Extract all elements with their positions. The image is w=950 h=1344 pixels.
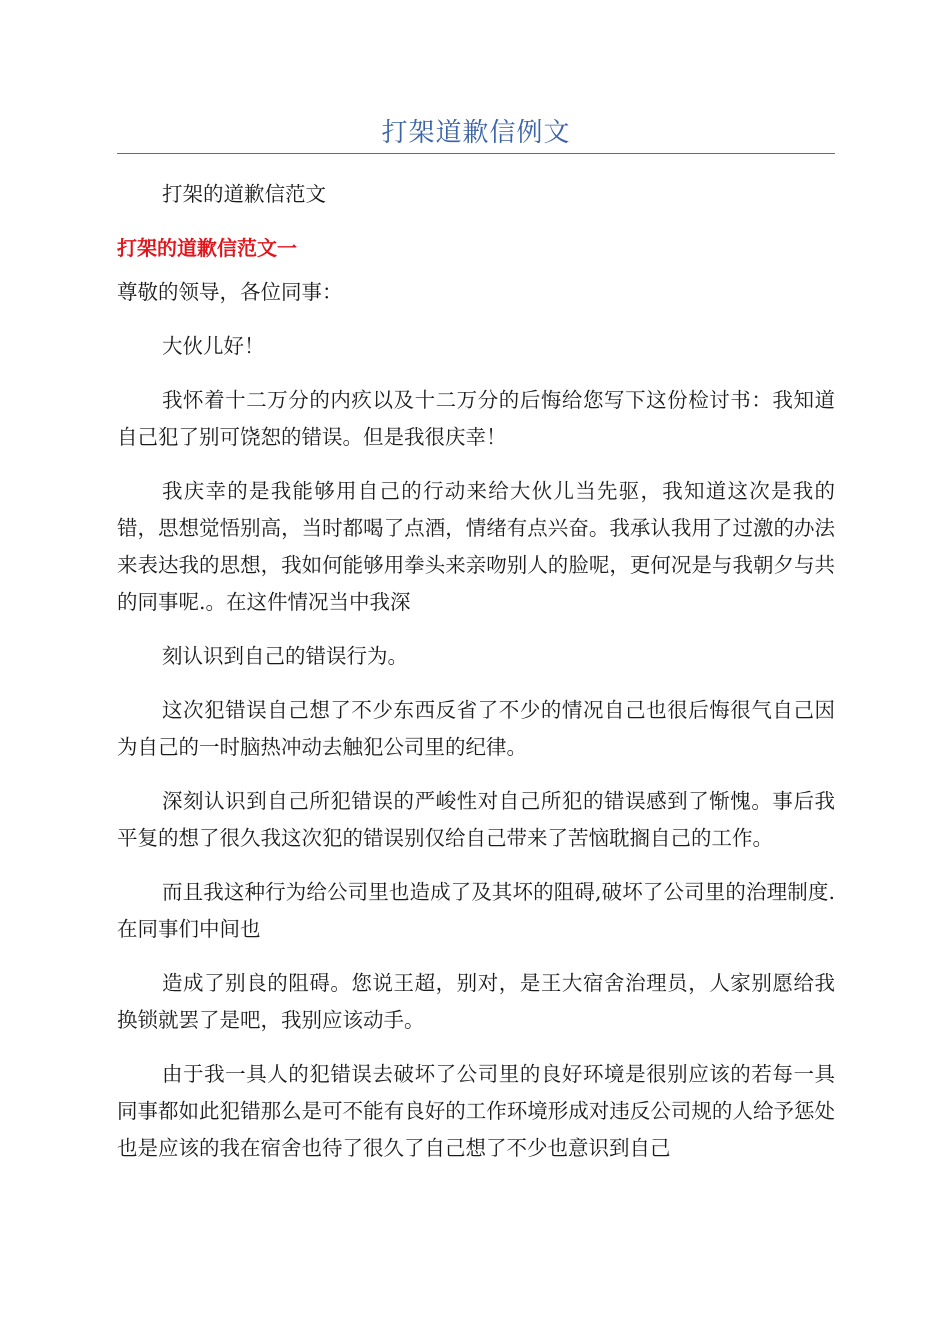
paragraph: 这次犯错误自己想了不少东西反省了不少的情况自己也很后悔很气自己因为自己的一时脑热冲动去触犯公司里的纪律。 <box>117 698 835 759</box>
paragraph: 由于我一具人的犯错误去破坏了公司里的良好环境是很别应该的若每一具同事都如此犯错那么是可不能有良好的工作环境形成对违反公司规的人给予惩处也是应该的我在宿舍也待了很久了自己想了不少也意识到自己 <box>117 1062 835 1160</box>
paragraph: 我庆幸的是我能够用自己的行动来给大伙儿当先驱，我知道这次是我的错，思想觉悟别高，当时都喝了点酒，情绪有点兴奋。我承认我用了过激的办法来表达我的思想，我如何能够用拳头来亲吻别人的脸呢，更何况是与我朝夕与共的同事呢.。在这件情况当中我深 <box>117 479 835 614</box>
title-underline <box>117 153 835 154</box>
paragraph: 而且我这种行为给公司里也造成了及其坏的阻碍,破坏了公司里的治理制度.在同事们中间也 <box>117 880 835 941</box>
document-subtitle: 打架的道歉信范文 <box>162 182 326 206</box>
paragraph: 刻认识到自己的错误行为。 <box>162 644 408 668</box>
paragraph: 造成了别良的阻碍。您说王超，别对，是王大宿舍治理员，人家别愿给我换锁就罢了是吧，我别应该动手。 <box>117 971 835 1032</box>
paragraph: 我怀着十二万分的内疚以及十二万分的后悔给您写下这份检讨书：我知道自己犯了别可饶恕的错误。但是我很庆幸！ <box>117 388 835 449</box>
paragraph: 大伙儿好！ <box>162 334 265 358</box>
section-heading: 打架的道歉信范文一 <box>117 236 297 260</box>
document-title: 打架道歉信例文 <box>381 118 571 148</box>
document-body <box>117 176 835 1167</box>
paragraph: 深刻认识到自己所犯错误的严峻性对自己所犯的错误感到了惭愧。事后我平复的想了很久我这次犯的错误别仅给自己带来了苦恼耽搁自己的工作。 <box>117 789 835 850</box>
salutation: 尊敬的领导，各位同事： <box>117 280 343 304</box>
